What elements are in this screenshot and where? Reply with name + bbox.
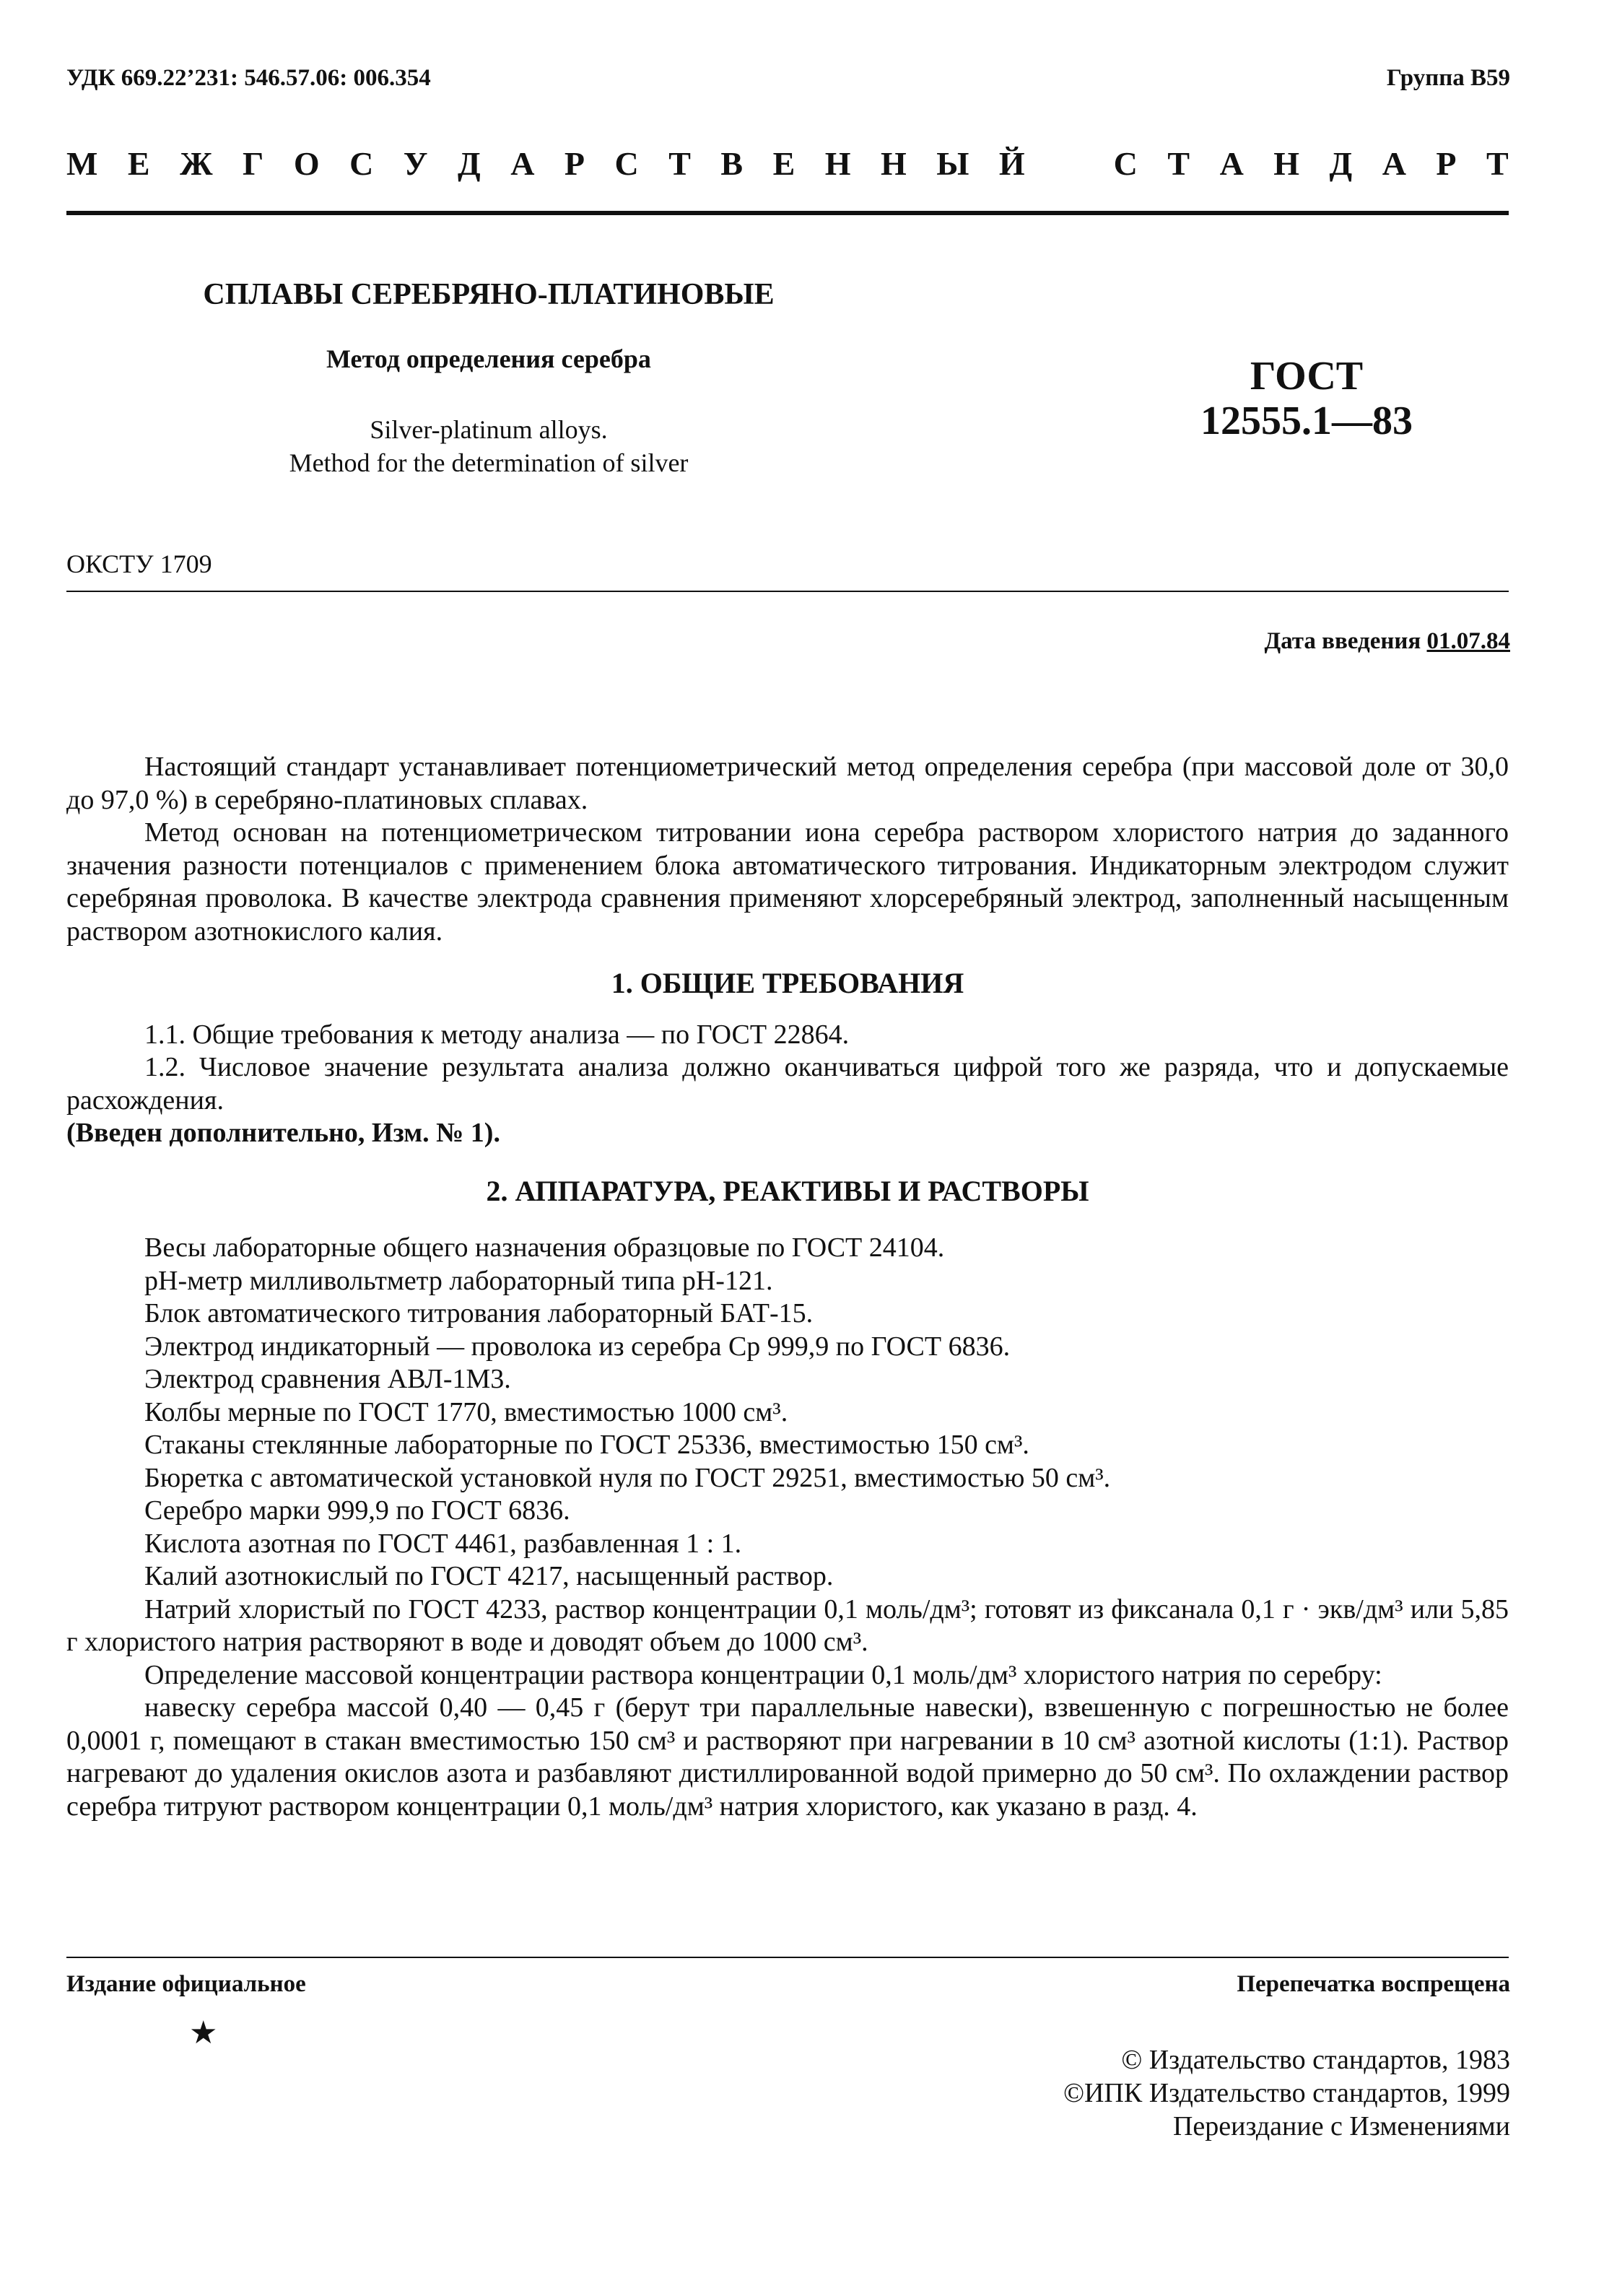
- banner-letter: Е: [127, 145, 150, 182]
- list-item: Электрод сравнения АВЛ-1М3.: [144, 1364, 511, 1394]
- banner-letter: У: [403, 145, 428, 182]
- document-title: СПЛАВЫ СЕРЕБРЯНО-ПЛАТИНОВЫЕ: [203, 278, 775, 311]
- copyright-line: ©ИПК Издательство стандартов, 1999: [1063, 2078, 1510, 2108]
- banner-letter: М: [66, 145, 98, 182]
- udk-code: УДК 669.22’231: 546.57.06: 006.354: [66, 65, 431, 91]
- copyright-block: [1063, 2043, 1510, 2143]
- list-item: Электрод индикаторный — проволока из серебра Ср 999,9 по ГОСТ 6836.: [144, 1331, 1011, 1362]
- banner-letter: Т: [1167, 145, 1190, 182]
- list-item: Стаканы стеклянные лабораторные по ГОСТ 25336, вместимостью 150 см³.: [144, 1430, 1029, 1460]
- list-item: Калий азотнокислый по ГОСТ 4217, насыщенный раствор.: [144, 1561, 834, 1591]
- banner-letter: А: [510, 145, 535, 182]
- banner-letter: Т: [1486, 145, 1509, 182]
- english-title: [66, 413, 911, 479]
- amendment-note: (Введен дополнительно, Изм. № 1).: [66, 1118, 500, 1148]
- document-subtitle: Метод определения серебра: [326, 344, 651, 373]
- banner-letter: В: [720, 145, 744, 182]
- group-code: Группа В59: [1386, 65, 1510, 91]
- reissue-note: Переиздание с Изменениями: [1172, 2111, 1510, 2141]
- english-title-line: Method for the determination of silver: [289, 448, 689, 477]
- banner-letter: Г: [243, 145, 264, 182]
- okstu-code: ОКСТУ 1709: [66, 549, 212, 578]
- banner-letter: А: [1219, 145, 1244, 182]
- star-icon: ★: [189, 2015, 218, 2051]
- banner-letter: Ы: [936, 145, 969, 182]
- paragraph: 1.1. Общие требования к методу анализа — по ГОСТ 22864.: [144, 1019, 850, 1050]
- paragraph: Настоящий стандарт устанавливает потенциометрический метод определения серебра (при массовой доле от 30,0 до 97,0 %) в серебряно-платиновых сплавах.: [66, 752, 1509, 815]
- interstate-standard-banner: [66, 144, 1509, 183]
- list-item: Блок автоматического титрования лабораторный БАТ-15.: [144, 1298, 814, 1329]
- banner-letter: С: [614, 145, 639, 182]
- section-heading: 2. АППАРАТУРА, РЕАКТИВЫ И РАСТВОРЫ: [486, 1174, 1089, 1207]
- banner-gap: [1055, 144, 1084, 183]
- paragraph: Метод основан на потенциометрическом титровании иона серебра раствором хлористого натрия до заданного значения разности потенциалов с применением блока автоматического титрования. Индикаторным электродом служит серебряная проволока. В качестве электрода сравнения применяют хлорсеребряный электрод, заполненный насыщенным раствором азотнокислого калия.: [66, 817, 1509, 947]
- list-item: Натрий хлористый по ГОСТ 4233, раствор концентрации 0,1 моль/дм³; готовят из фиксанала 0,1 г · экв/дм³ или 5,85 г хлористого натрия растворяют в воде и доводят объем до 1000 см³.: [66, 1593, 1509, 1657]
- gost-label: ГОСТ: [1250, 354, 1364, 399]
- document-body: [66, 751, 1509, 1823]
- paragraph: 1.2. Числовое значение результата анализа должно оканчиваться цифрой того же разряда, что и допускаемые расхождения.: [66, 1052, 1509, 1116]
- banner-letter: Т: [668, 145, 691, 182]
- footer-divider: [66, 1957, 1509, 1958]
- banner-letter: Н: [824, 145, 851, 182]
- banner-letter: Д: [1329, 145, 1353, 182]
- banner-letter: Н: [1273, 145, 1300, 182]
- gost-code: 12555.1—83: [1200, 399, 1413, 443]
- banner-letter: Р: [564, 145, 585, 182]
- list-item: pH-метр милливольтметр лабораторный типа pH-121.: [144, 1265, 773, 1296]
- reprint-prohibited-label: Перепечатка воспрещена: [1237, 1971, 1510, 1997]
- official-edition-label: Издание официальное: [66, 1971, 306, 1997]
- banner-letter: О: [293, 145, 320, 182]
- list-item: Бюретка с автоматической установкой нуля по ГОСТ 29251, вместимостью 50 см³.: [144, 1462, 1111, 1493]
- introduction-date-label: Дата введения: [1264, 628, 1421, 654]
- banner-letter: С: [1113, 145, 1138, 182]
- header-divider: [66, 211, 1509, 215]
- banner-letter: Р: [1436, 145, 1457, 182]
- list-item: навеску серебра массой 0,40 — 0,45 г (берут три параллельные навески), взвешенную с погрешностью не более 0,0001 г, помещают в стакан вместимостью 150 см³ и растворяют при нагревании в 10 см³ азотной кислоты (1:1). Раствор нагревают до удаления окислов азота и разбавляют дистиллированной водой примерно до 50 см³. По охлаждении раствор серебра титруют раствором концентрации 0,1 моль/дм³ натрия хлористого, как указано в разд. 4.: [66, 1692, 1509, 1822]
- banner-letter: С: [349, 145, 374, 182]
- banner-letter: Й: [998, 145, 1025, 182]
- banner-letter: Д: [458, 145, 481, 182]
- list-item: Серебро марки 999,9 по ГОСТ 6836.: [144, 1495, 570, 1526]
- banner-letter: Ж: [180, 145, 213, 182]
- banner-letter: Е: [772, 145, 796, 182]
- banner-letter: Н: [881, 145, 907, 182]
- english-title-line: Silver-platinum alloys.: [370, 415, 608, 444]
- list-item: Кислота азотная по ГОСТ 4461, разбавленная 1 : 1.: [144, 1528, 742, 1559]
- gost-number: [1141, 354, 1473, 443]
- introduction-date: [1264, 628, 1510, 655]
- list-item: Колбы мерные по ГОСТ 1770, вместимостью 1000 см³.: [144, 1396, 788, 1427]
- section-heading: 1. ОБЩИЕ ТРЕБОВАНИЯ: [611, 967, 964, 999]
- okstu-divider: [66, 591, 1509, 592]
- introduction-date-value: 01.07.84: [1426, 628, 1510, 654]
- list-item: Определение массовой концентрации раствора концентрации 0,1 моль/дм³ хлористого натрия по серебру:: [144, 1659, 1382, 1690]
- list-item: Весы лабораторные общего назначения образцовые по ГОСТ 24104.: [144, 1232, 945, 1263]
- copyright-line: © Издательство стандартов, 1983: [1121, 2045, 1510, 2075]
- banner-letter: А: [1382, 145, 1406, 182]
